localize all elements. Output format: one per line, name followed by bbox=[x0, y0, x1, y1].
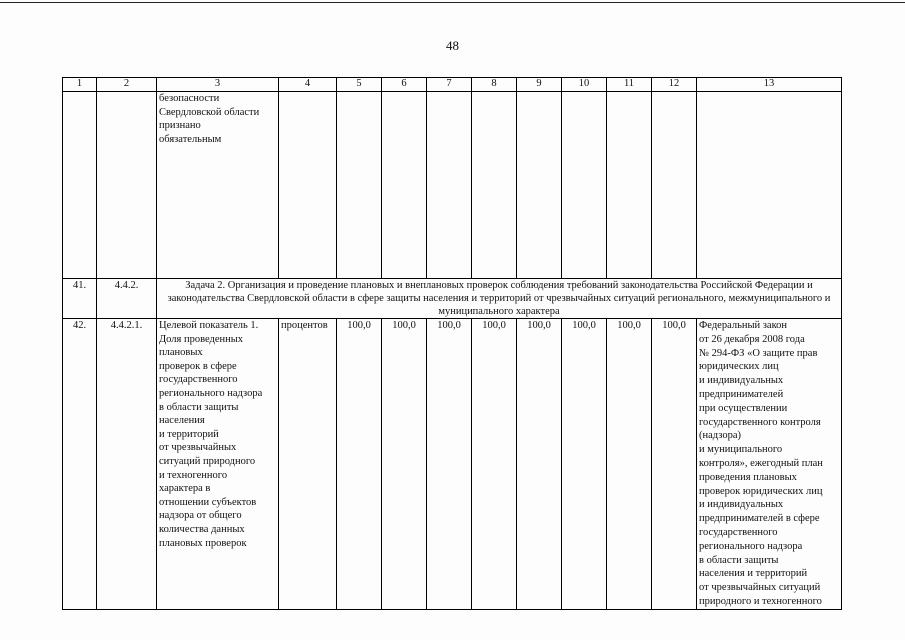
row-number-cell: 42. bbox=[63, 319, 97, 610]
unit-cell bbox=[279, 92, 337, 279]
value-cell: 100,0 bbox=[382, 319, 427, 610]
value-cell bbox=[517, 92, 562, 279]
unit-cell: процентов bbox=[279, 319, 337, 610]
item-code-cell: 4.4.2.1. bbox=[97, 319, 157, 610]
table-row bbox=[63, 319, 842, 610]
value-cell: 100,0 bbox=[652, 319, 697, 610]
column-header: 13 bbox=[697, 78, 842, 92]
column-header: 5 bbox=[337, 78, 382, 92]
column-header: 7 bbox=[427, 78, 472, 92]
source-cell: Федеральный закон от 26 декабря 2008 года № 294-ФЗ «О защите прав юридических лиц и индивидуальных предпринимателей при осуществлении государственного контроля (надзора) и муниципального контроля», ежегодный план проведения плановых проверок юридических лиц и индивидуальных предпринимателей в сфере государственного регионального надзора в области защиты населения и территорий от чрезвычайных ситуаций природного и техногенного bbox=[697, 319, 842, 610]
value-cell: 100,0 bbox=[562, 319, 607, 610]
value-cell bbox=[562, 92, 607, 279]
value-cell bbox=[607, 92, 652, 279]
item-code-cell: 4.4.2. bbox=[97, 279, 157, 319]
column-header: 3 bbox=[157, 78, 279, 92]
column-header: 9 bbox=[517, 78, 562, 92]
indicator-name-cell: Целевой показатель 1. Доля проведенных плановых проверок в сфере государственного регионального надзора в области защиты населения и территорий от чрезвычайных ситуаций природного и техногенного характера в отношении субъектов надзора от общего количества данных плановых проверок bbox=[157, 319, 279, 610]
value-cell bbox=[337, 92, 382, 279]
column-header: 2 bbox=[97, 78, 157, 92]
column-header: 6 bbox=[382, 78, 427, 92]
value-cell: 100,0 bbox=[472, 319, 517, 610]
value-cell bbox=[427, 92, 472, 279]
table-row bbox=[63, 92, 842, 279]
item-code-cell bbox=[97, 92, 157, 279]
value-cell: 100,0 bbox=[517, 319, 562, 610]
column-header: 1 bbox=[63, 78, 97, 92]
task-title-cell: Задача 2. Организация и проведение плановых и внеплановых проверок соблюдения требований законодательства Российской Федерации и законодательства Свердловской области в сфере защиты населения и территорий от чрезвычайных ситуаций регионального, межмуниципального и муниципального характера bbox=[157, 279, 842, 319]
page-number: 48 bbox=[446, 38, 459, 53]
program-table bbox=[62, 77, 842, 610]
column-header: 11 bbox=[607, 78, 652, 92]
indicator-name-cell: безопасности Свердловской области признано обязательным bbox=[157, 92, 279, 279]
source-cell bbox=[697, 92, 842, 279]
row-number-cell: 41. bbox=[63, 279, 97, 319]
value-cell: 100,0 bbox=[607, 319, 652, 610]
column-header: 12 bbox=[652, 78, 697, 92]
column-header: 4 bbox=[279, 78, 337, 92]
column-header: 10 bbox=[562, 78, 607, 92]
value-cell: 100,0 bbox=[337, 319, 382, 610]
row-number-cell bbox=[63, 92, 97, 279]
column-number-row bbox=[63, 78, 842, 92]
value-cell bbox=[472, 92, 517, 279]
table-row bbox=[63, 279, 842, 319]
page-top-edge bbox=[0, 2, 905, 3]
value-cell: 100,0 bbox=[427, 319, 472, 610]
value-cell bbox=[382, 92, 427, 279]
value-cell bbox=[652, 92, 697, 279]
column-header: 8 bbox=[472, 78, 517, 92]
